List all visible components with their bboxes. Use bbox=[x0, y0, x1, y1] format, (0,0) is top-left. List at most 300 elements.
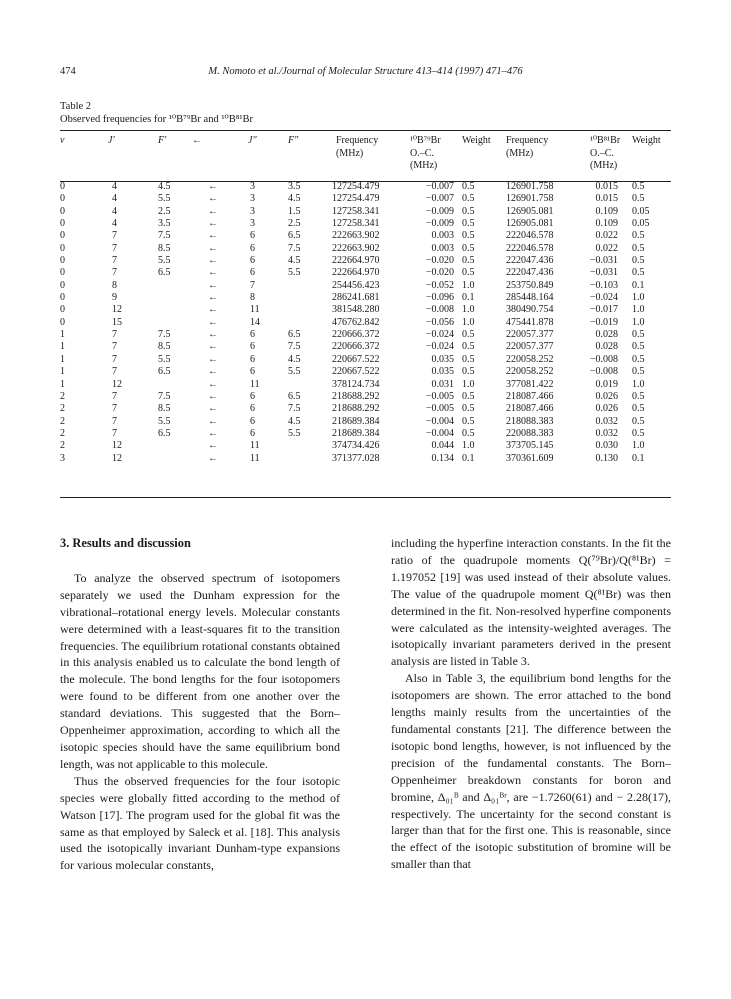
col-oc-79 bbox=[404, 135, 462, 177]
cell-f-lower: 4.5 bbox=[288, 193, 301, 205]
cell-frequency-79: 286241.681 bbox=[332, 292, 380, 304]
cell-f-upper bbox=[146, 379, 192, 391]
cell-weight-79: 0.5 bbox=[462, 181, 475, 192]
cell-j-lower: 7 bbox=[250, 279, 255, 291]
cell-f-upper: 3.5 bbox=[158, 218, 171, 230]
table-row bbox=[60, 255, 671, 267]
cell-v: 2 bbox=[60, 427, 65, 439]
oc81-label: O.–C. bbox=[590, 147, 614, 159]
table-row bbox=[60, 230, 671, 242]
table-row bbox=[60, 428, 671, 440]
cell-oc-79: 0.035 bbox=[431, 366, 454, 378]
col-f-lower: F″ bbox=[288, 135, 299, 146]
cell-arrow: ← bbox=[208, 267, 218, 279]
cell-weight-79: 0.5 bbox=[462, 267, 475, 279]
cell-frequency-79: 218689.384 bbox=[332, 415, 380, 427]
cell-f-lower: 4.5 bbox=[288, 255, 301, 267]
cell-j-upper: 4 bbox=[112, 205, 117, 217]
cell-arrow: ← bbox=[208, 292, 218, 304]
cell-j-lower: 3 bbox=[250, 181, 255, 192]
cell-oc-79: 0.031 bbox=[431, 378, 454, 390]
table-row bbox=[60, 366, 671, 378]
cell-f-upper: 4.5 bbox=[158, 181, 171, 192]
cell-weight-79: 0.5 bbox=[462, 230, 475, 242]
cell-oc-79: −0.004 bbox=[425, 415, 454, 427]
table-caption bbox=[60, 101, 253, 126]
cell-frequency-81: 373705.145 bbox=[506, 440, 554, 452]
cell-v: 0 bbox=[60, 181, 65, 192]
cell-frequency-81: 380490.754 bbox=[506, 304, 554, 316]
cell-frequency-79: 476762.842 bbox=[332, 316, 380, 328]
table-row bbox=[60, 416, 671, 428]
table-row bbox=[60, 453, 671, 465]
cell-frequency-79: 220666.372 bbox=[332, 341, 380, 353]
cell-v: 3 bbox=[60, 452, 65, 464]
cell-oc-81: 0.109 bbox=[595, 205, 618, 217]
cell-f-lower bbox=[274, 317, 314, 329]
table-row bbox=[60, 267, 671, 279]
cell-j-upper: 4 bbox=[112, 181, 117, 192]
cell-j-upper: 4 bbox=[112, 193, 117, 205]
cell-frequency-79: 218688.292 bbox=[332, 390, 380, 402]
cell-arrow: ← bbox=[208, 181, 218, 192]
col-frequency-79 bbox=[314, 135, 404, 177]
cell-oc-79: −0.007 bbox=[425, 193, 454, 205]
cell-oc-81: 0.030 bbox=[595, 440, 618, 452]
paragraph: Thus the observed frequencies for the four isotopic species were globally fitted according to the method of Watson [17]. The program used for the global fit was the same as that employed by Saleck et al. [18]. This analysis used the isotopically invariant Dunham-type expansions for various molecular constants, bbox=[60, 773, 340, 873]
cell-frequency-81: 126901.758 bbox=[506, 193, 554, 205]
cell-j-lower: 3 bbox=[250, 193, 255, 205]
oc79-unit: (MHz) bbox=[410, 160, 438, 171]
cell-weight-81: 1.0 bbox=[632, 378, 645, 390]
cell-weight-79: 0.5 bbox=[462, 341, 475, 353]
cell-frequency-79: 371377.028 bbox=[332, 452, 380, 464]
cell-j-lower: 6 bbox=[250, 341, 255, 353]
cell-v: 1 bbox=[60, 378, 65, 390]
table-row bbox=[60, 341, 671, 353]
table-row bbox=[60, 354, 671, 366]
cell-j-lower: 6 bbox=[250, 415, 255, 427]
cell-oc-79: −0.024 bbox=[425, 341, 454, 353]
left-column bbox=[60, 535, 340, 874]
cell-frequency-81: 222047.436 bbox=[506, 255, 554, 267]
cell-weight-81: 0.5 bbox=[632, 415, 645, 427]
cell-f-upper: 6.5 bbox=[158, 267, 171, 279]
freq81-label: Frequency bbox=[506, 135, 549, 146]
cell-frequency-81: 218087.466 bbox=[506, 403, 554, 415]
cell-f-upper: 5.5 bbox=[158, 353, 171, 365]
cell-j-upper: 7 bbox=[112, 415, 117, 427]
cell-frequency-79: 254456.423 bbox=[332, 279, 380, 291]
cell-j-upper: 7 bbox=[112, 353, 117, 365]
cell-f-lower: 6.5 bbox=[288, 230, 301, 242]
cell-f-lower: 1.5 bbox=[288, 205, 301, 217]
table-row bbox=[60, 292, 671, 304]
table-row bbox=[60, 193, 671, 205]
cell-weight-79: 0.5 bbox=[462, 415, 475, 427]
cell-weight-81: 0.5 bbox=[632, 230, 645, 242]
col-j-upper: J′ bbox=[108, 135, 115, 146]
cell-f-lower bbox=[274, 379, 314, 391]
cell-weight-81: 0.5 bbox=[632, 242, 645, 254]
cell-weight-81: 0.5 bbox=[632, 329, 645, 341]
cell-j-lower: 11 bbox=[250, 378, 260, 390]
cell-j-upper: 7 bbox=[112, 267, 117, 279]
cell-v: 2 bbox=[60, 415, 65, 427]
cell-frequency-81: 126905.081 bbox=[506, 218, 554, 230]
cell-oc-79: −0.008 bbox=[425, 304, 454, 316]
cell-frequency-81: 475441.878 bbox=[506, 316, 554, 328]
cell-weight-79: 0.5 bbox=[462, 353, 475, 365]
cell-v: 0 bbox=[60, 193, 65, 205]
col-oc-81 bbox=[578, 135, 632, 177]
cell-frequency-81: 126901.758 bbox=[506, 181, 554, 192]
cell-weight-81: 0.05 bbox=[632, 205, 650, 217]
cell-frequency-79: 127254.479 bbox=[332, 193, 380, 205]
cell-oc-79: 0.003 bbox=[431, 242, 454, 254]
cell-f-upper bbox=[146, 304, 192, 316]
cell-v: 0 bbox=[60, 304, 65, 316]
cell-oc-81: −0.008 bbox=[589, 353, 618, 365]
cell-oc-81: 0.019 bbox=[595, 378, 618, 390]
cell-weight-79: 0.1 bbox=[462, 292, 475, 304]
cell-weight-79: 0.5 bbox=[462, 205, 475, 217]
cell-j-lower: 6 bbox=[250, 242, 255, 254]
cell-v: 2 bbox=[60, 440, 65, 452]
cell-f-upper: 8.5 bbox=[158, 341, 171, 353]
cell-j-lower: 8 bbox=[250, 292, 255, 304]
cell-weight-79: 1.0 bbox=[462, 279, 475, 291]
cell-f-lower: 5.5 bbox=[288, 366, 301, 378]
cell-j-upper: 8 bbox=[112, 279, 117, 291]
oc81-isotope: ¹⁰B⁸¹Br bbox=[590, 135, 621, 146]
cell-j-upper: 7 bbox=[112, 390, 117, 402]
cell-oc-79: −0.024 bbox=[425, 329, 454, 341]
cell-f-upper bbox=[146, 292, 192, 304]
table-row bbox=[60, 243, 671, 255]
cell-f-lower bbox=[274, 304, 314, 316]
cell-f-lower: 7.5 bbox=[288, 403, 301, 415]
cell-oc-81: 0.028 bbox=[595, 329, 618, 341]
cell-weight-81: 0.05 bbox=[632, 218, 650, 230]
cell-weight-79: 0.5 bbox=[462, 193, 475, 205]
cell-j-upper: 9 bbox=[112, 292, 117, 304]
cell-v: 0 bbox=[60, 205, 65, 217]
cell-arrow: ← bbox=[208, 218, 218, 230]
cell-weight-81: 1.0 bbox=[632, 440, 645, 452]
cell-oc-79: −0.009 bbox=[425, 218, 454, 230]
cell-frequency-79: 127258.341 bbox=[332, 205, 380, 217]
cell-f-lower bbox=[274, 280, 314, 292]
cell-arrow: ← bbox=[208, 366, 218, 378]
cell-v: 1 bbox=[60, 366, 65, 378]
cell-frequency-79: 222663.902 bbox=[332, 230, 380, 242]
cell-arrow: ← bbox=[208, 242, 218, 254]
cell-weight-79: 1.0 bbox=[462, 304, 475, 316]
cell-j-upper: 7 bbox=[112, 403, 117, 415]
cell-weight-79: 0.1 bbox=[462, 452, 475, 464]
table-row bbox=[60, 317, 671, 329]
cell-frequency-79: 220667.522 bbox=[332, 353, 380, 365]
cell-arrow: ← bbox=[208, 440, 218, 452]
cell-v: 2 bbox=[60, 390, 65, 402]
cell-oc-81: 0.028 bbox=[595, 341, 618, 353]
cell-frequency-81: 218087.466 bbox=[506, 390, 554, 402]
table-row bbox=[60, 391, 671, 403]
cell-f-upper: 2.5 bbox=[158, 205, 171, 217]
table-bottom-rule bbox=[60, 497, 671, 498]
cell-j-lower: 6 bbox=[250, 255, 255, 267]
cell-frequency-81: 222046.578 bbox=[506, 230, 554, 242]
table-label: Table 2 bbox=[60, 101, 92, 112]
cell-oc-79: −0.009 bbox=[425, 205, 454, 217]
cell-f-upper: 8.5 bbox=[158, 242, 171, 254]
cell-f-upper: 7.5 bbox=[158, 390, 171, 402]
freq79-unit: (MHz) bbox=[336, 147, 364, 159]
cell-weight-81: 0.5 bbox=[632, 366, 645, 378]
cell-v: 0 bbox=[60, 218, 65, 230]
cell-weight-81: 0.1 bbox=[632, 452, 645, 464]
cell-arrow: ← bbox=[208, 230, 218, 242]
cell-frequency-81: 220058.252 bbox=[506, 366, 554, 378]
cell-v: 0 bbox=[60, 267, 65, 279]
cell-weight-81: 0.5 bbox=[632, 267, 645, 279]
paragraph: To analyze the observed spectrum of isotopomers separately we used the Dunham expression for the vibrational–rotational energy levels. Molecular constants were determined with a least-squares fit to the transition frequencies. The equilibrium rotational constants obtained in this analysis enabled us to calculate the bond length of the molecule. The bond lengths for the four isotopomers were found to be different from one another over the standard deviations. This suggested that the Born–Oppenheimer approximation, according to which all the isotopic species should have the same equilibrium bond length, was not applicable to this molecule. bbox=[60, 570, 340, 771]
cell-oc-81: 0.015 bbox=[595, 181, 618, 192]
cell-f-upper bbox=[146, 317, 192, 329]
cell-weight-79: 0.5 bbox=[462, 218, 475, 230]
cell-weight-81: 0.5 bbox=[632, 181, 645, 192]
cell-f-upper: 6.5 bbox=[158, 366, 171, 378]
cell-f-upper: 5.5 bbox=[158, 255, 171, 267]
cell-j-lower: 6 bbox=[250, 230, 255, 242]
table-header-row bbox=[60, 135, 671, 177]
cell-arrow: ← bbox=[208, 415, 218, 427]
cell-j-upper: 7 bbox=[112, 329, 117, 341]
cell-arrow: ← bbox=[208, 316, 218, 328]
cell-weight-81: 1.0 bbox=[632, 316, 645, 328]
cell-f-upper: 5.5 bbox=[158, 193, 171, 205]
cell-oc-79: −0.096 bbox=[425, 292, 454, 304]
cell-f-lower: 6.5 bbox=[288, 329, 301, 341]
cell-f-lower: 5.5 bbox=[288, 267, 301, 279]
col-arrow: ← bbox=[192, 135, 202, 146]
cell-frequency-79: 222663.902 bbox=[332, 242, 380, 254]
table-row bbox=[60, 403, 671, 415]
cell-j-upper: 7 bbox=[112, 341, 117, 353]
cell-j-upper: 7 bbox=[112, 230, 117, 242]
cell-j-upper: 7 bbox=[112, 366, 117, 378]
cell-v: 0 bbox=[60, 292, 65, 304]
cell-j-upper: 7 bbox=[112, 242, 117, 254]
cell-j-lower: 11 bbox=[250, 304, 260, 316]
cell-v: 1 bbox=[60, 353, 65, 365]
cell-f-upper bbox=[146, 453, 192, 465]
cell-frequency-79: 127258.341 bbox=[332, 218, 380, 230]
cell-arrow: ← bbox=[208, 279, 218, 291]
cell-f-lower: 5.5 bbox=[288, 427, 301, 439]
section-heading: 3. Results and discussion bbox=[60, 536, 191, 550]
table-top-rule bbox=[60, 130, 671, 131]
cell-arrow: ← bbox=[208, 193, 218, 205]
cell-arrow: ← bbox=[208, 390, 218, 402]
col-f-upper: F′ bbox=[158, 135, 167, 146]
cell-j-lower: 6 bbox=[250, 329, 255, 341]
cell-oc-79: 0.134 bbox=[431, 452, 454, 464]
oc79-isotope: ¹⁰B⁷⁹Br bbox=[410, 135, 441, 146]
col-weight-81: Weight bbox=[632, 135, 661, 146]
table-row bbox=[60, 329, 671, 341]
cell-frequency-79: 220666.372 bbox=[332, 329, 380, 341]
cell-weight-79: 0.5 bbox=[462, 390, 475, 402]
cell-j-lower: 3 bbox=[250, 218, 255, 230]
cell-weight-79: 1.0 bbox=[462, 316, 475, 328]
table-row bbox=[60, 304, 671, 316]
paragraph: Also in Table 3, the equilibrium bond lengths for the isotopomers are shown. The error attached to the bond lengths mainly results from the uncertainties of the fundamental constants [21]. The difference between the isotopic bond lengths, however, is not influenced by the precision of the fundamental constants. The Born–Oppenheimer breakdown constants for boron and bromine, Δ₀₁ᴮ and Δ₀₁ᴮʳ, are −1.7260(61) and − 2.28(17), respectively. The uncertainty for the second constant is larger than that for the first one. This is reasonable, since the effect of the isotopic substitution of bromine will be smaller than that bbox=[391, 671, 671, 872]
cell-weight-81: 1.0 bbox=[632, 304, 645, 316]
cell-arrow: ← bbox=[208, 329, 218, 341]
cell-f-upper: 7.5 bbox=[158, 230, 171, 242]
cell-oc-81: −0.031 bbox=[589, 267, 618, 279]
cell-j-upper: 12 bbox=[112, 452, 122, 464]
cell-weight-79: 0.5 bbox=[462, 403, 475, 415]
cell-v: 0 bbox=[60, 316, 65, 328]
cell-f-lower: 7.5 bbox=[288, 242, 301, 254]
page-number: 474 bbox=[60, 66, 76, 77]
cell-weight-81: 0.5 bbox=[632, 193, 645, 205]
cell-frequency-81: 218088.383 bbox=[506, 415, 554, 427]
cell-oc-79: 0.035 bbox=[431, 353, 454, 365]
cell-frequency-81: 220057.377 bbox=[506, 329, 554, 341]
cell-oc-81: 0.026 bbox=[595, 403, 618, 415]
cell-v: 0 bbox=[60, 230, 65, 242]
cell-oc-81: −0.031 bbox=[589, 255, 618, 267]
cell-weight-81: 0.5 bbox=[632, 255, 645, 267]
cell-weight-79: 0.5 bbox=[462, 242, 475, 254]
cell-v: 1 bbox=[60, 329, 65, 341]
cell-frequency-79: 381548.280 bbox=[332, 304, 380, 316]
cell-j-lower: 6 bbox=[250, 353, 255, 365]
cell-weight-79: 1.0 bbox=[462, 378, 475, 390]
cell-arrow: ← bbox=[208, 427, 218, 439]
cell-weight-81: 0.1 bbox=[632, 279, 645, 291]
cell-oc-79: −0.052 bbox=[425, 279, 454, 291]
cell-arrow: ← bbox=[208, 378, 218, 390]
cell-weight-81: 0.5 bbox=[632, 427, 645, 439]
cell-frequency-81: 220058.252 bbox=[506, 353, 554, 365]
cell-j-upper: 12 bbox=[112, 378, 122, 390]
cell-oc-81: 0.109 bbox=[595, 218, 618, 230]
cell-arrow: ← bbox=[208, 353, 218, 365]
table-row bbox=[60, 280, 671, 292]
cell-f-lower bbox=[274, 440, 314, 452]
cell-oc-79: −0.020 bbox=[425, 267, 454, 279]
cell-oc-79: −0.005 bbox=[425, 403, 454, 415]
cell-v: 0 bbox=[60, 242, 65, 254]
right-column bbox=[391, 535, 671, 873]
cell-frequency-79: 127254.479 bbox=[332, 181, 380, 192]
cell-f-upper bbox=[146, 280, 192, 292]
cell-f-upper: 6.5 bbox=[158, 427, 171, 439]
frequency-table bbox=[60, 135, 671, 465]
cell-weight-79: 0.5 bbox=[462, 329, 475, 341]
cell-frequency-79: 218689.384 bbox=[332, 427, 380, 439]
cell-weight-81: 0.5 bbox=[632, 353, 645, 365]
cell-oc-79: 0.003 bbox=[431, 230, 454, 242]
cell-weight-81: 1.0 bbox=[632, 292, 645, 304]
cell-oc-79: −0.005 bbox=[425, 390, 454, 402]
table-title: Observed frequencies for ¹⁰B⁷⁹Br and ¹⁰B⁸¹Br bbox=[60, 113, 254, 125]
cell-frequency-79: 374734.426 bbox=[332, 440, 380, 452]
cell-j-upper: 7 bbox=[112, 255, 117, 267]
cell-weight-79: 1.0 bbox=[462, 440, 475, 452]
cell-frequency-81: 285448.164 bbox=[506, 292, 554, 304]
freq81-unit: (MHz) bbox=[506, 147, 534, 159]
cell-j-upper: 12 bbox=[112, 440, 122, 452]
cell-frequency-81: 377081.422 bbox=[506, 378, 554, 390]
cell-j-lower: 6 bbox=[250, 403, 255, 415]
freq79-label: Frequency bbox=[336, 135, 379, 146]
cell-oc-79: −0.020 bbox=[425, 255, 454, 267]
cell-oc-79: 0.044 bbox=[431, 440, 454, 452]
cell-j-upper: 12 bbox=[112, 304, 122, 316]
col-frequency-81 bbox=[502, 135, 578, 177]
cell-oc-79: −0.007 bbox=[425, 181, 454, 192]
cell-f-upper: 8.5 bbox=[158, 403, 171, 415]
table-body bbox=[60, 177, 671, 465]
col-v: v bbox=[60, 135, 65, 146]
cell-arrow: ← bbox=[208, 205, 218, 217]
cell-oc-81: 0.022 bbox=[595, 230, 618, 242]
cell-f-lower bbox=[274, 453, 314, 465]
cell-oc-79: −0.004 bbox=[425, 427, 454, 439]
cell-oc-81: 0.032 bbox=[595, 427, 618, 439]
table-row bbox=[60, 379, 671, 391]
cell-oc-81: −0.019 bbox=[589, 316, 618, 328]
cell-j-lower: 3 bbox=[250, 205, 255, 217]
cell-f-lower: 7.5 bbox=[288, 341, 301, 353]
cell-j-upper: 4 bbox=[112, 218, 117, 230]
col-weight-79: Weight bbox=[462, 135, 491, 146]
table-row bbox=[60, 177, 671, 193]
cell-v: 2 bbox=[60, 403, 65, 415]
cell-frequency-81: 220088.383 bbox=[506, 427, 554, 439]
cell-arrow: ← bbox=[208, 403, 218, 415]
cell-j-lower: 14 bbox=[250, 316, 260, 328]
cell-arrow: ← bbox=[208, 341, 218, 353]
table-row bbox=[60, 440, 671, 452]
cell-j-lower: 6 bbox=[250, 267, 255, 279]
cell-frequency-79: 220667.522 bbox=[332, 366, 380, 378]
cell-oc-79: −0.056 bbox=[425, 316, 454, 328]
cell-arrow: ← bbox=[208, 255, 218, 267]
cell-oc-81: 0.015 bbox=[595, 193, 618, 205]
cell-f-lower: 4.5 bbox=[288, 415, 301, 427]
cell-oc-81: −0.103 bbox=[589, 279, 618, 291]
cell-oc-81: 0.130 bbox=[595, 452, 618, 464]
cell-oc-81: −0.017 bbox=[589, 304, 618, 316]
cell-weight-81: 0.5 bbox=[632, 341, 645, 353]
cell-weight-81: 0.5 bbox=[632, 403, 645, 415]
cell-frequency-81: 222046.578 bbox=[506, 242, 554, 254]
cell-oc-81: 0.026 bbox=[595, 390, 618, 402]
cell-frequency-81: 126905.081 bbox=[506, 205, 554, 217]
cell-weight-79: 0.5 bbox=[462, 255, 475, 267]
cell-j-upper: 7 bbox=[112, 427, 117, 439]
cell-f-lower: 4.5 bbox=[288, 353, 301, 365]
cell-arrow: ← bbox=[208, 304, 218, 316]
running-header bbox=[60, 66, 671, 82]
